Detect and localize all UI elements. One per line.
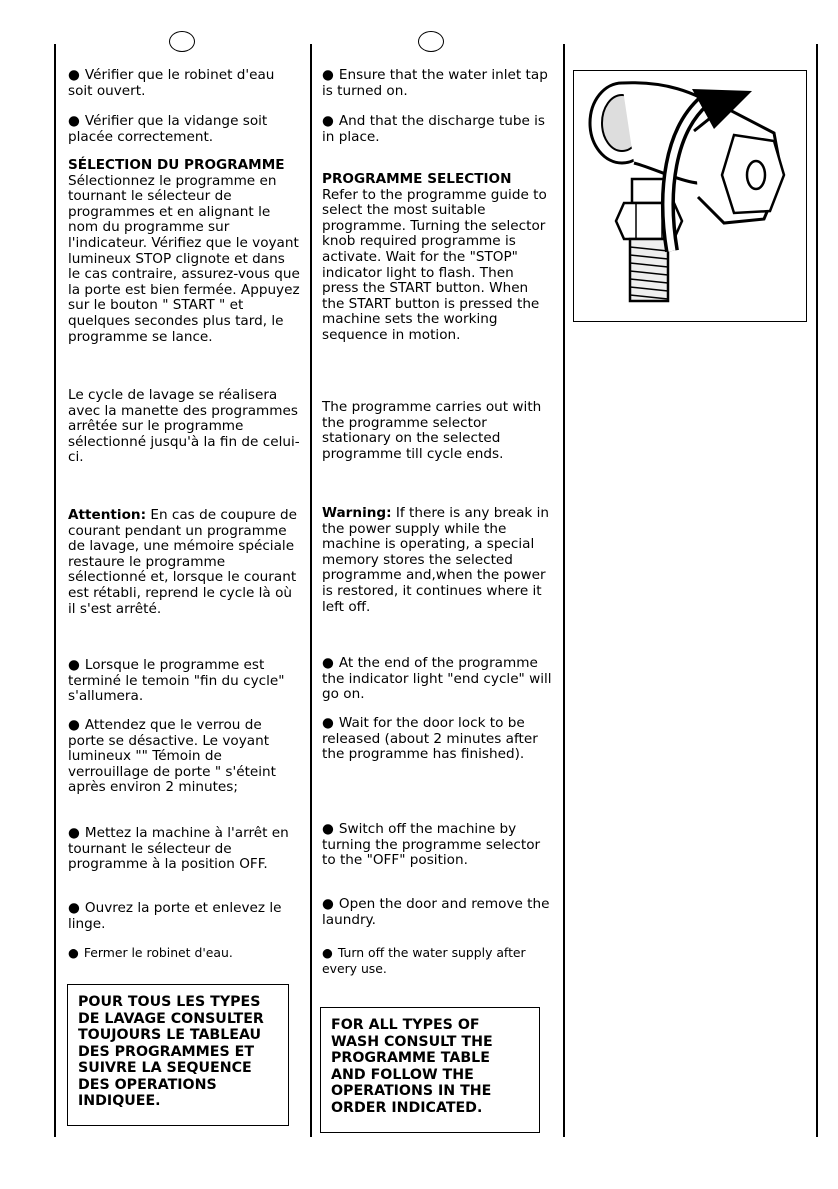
rule-right: [563, 44, 565, 1137]
en-end-cycle: ● At the end of the programme the indicator light "end cycle" will go on.: [322, 656, 554, 703]
fr-end-cycle: ● Lorsque le programme est terminé le temoin "fin du cycle" s'allumera.: [68, 658, 300, 705]
fr-switch-off: ● Mettez la machine à l'arrêt en tournant le sélecteur de programme à la position OFF.: [68, 826, 300, 873]
fr-notice-box: POUR TOUS LES TYPES DE LAVAGE CONSULTER TOUJOURS LE TABLEAU DES PROGRAMMES ET SUIVRE LA SEQUENCE DES OPERATIONS INDIQUEE.: [67, 984, 289, 1126]
en-switch-off: ● Switch off the machine by turning the programme selector to the "OFF" position.: [322, 822, 554, 869]
fr-close-tap: ● Fermer le robinet d'eau.: [68, 945, 300, 961]
en-selection-title: PROGRAMME SELECTION: [322, 171, 512, 187]
rule-mid: [310, 44, 312, 1137]
fr-selection-text: Sélectionnez le programme en tournant le sélecteur de programmes et en alignant le nom du programme sur l'indicateur. Vérifiez que le voyant lumineux STOP clignote et dans le cas contraire, assurez-vous que la porte est bien fermée. Appuyez sur le bouton " START " et quelques secondes plus tard, le programme se lance.: [68, 172, 300, 345]
tap-illustration-box: [573, 70, 807, 322]
fr-attention-label: Attention:: [68, 507, 147, 523]
rule-left: [54, 44, 56, 1137]
fr-cycle-text: Le cycle de lavage se réalisera avec la manette des programmes arrêtée sur le programme sélectionné jusqu'à la fin de celui-ci.: [68, 387, 300, 466]
en-programme-selection: [322, 172, 554, 344]
fr-programme-selection: [68, 158, 300, 345]
en-selection-text: Refer to the programme guide to select the most suitable programme. Turning the selector knob required programme is activate. Wait for the "STOP" indicator light to flash. Then press the START button. When the START button is pressed the machine sets the working sequence in motion.: [322, 186, 547, 343]
en-warning-text: If there is any break in the power supply while the machine is operating, a special memory stores the selected programme and,when the power is restored, it continues where it left off.: [322, 505, 549, 615]
en-check-drain: ● And that the discharge tube is in place.: [322, 114, 554, 145]
en-warning: [322, 506, 554, 615]
en-notice-box: FOR ALL TYPES OF WASH CONSULT THE PROGRAMME TABLE AND FOLLOW THE OPERATIONS IN THE ORDER INDICATED.: [320, 1007, 540, 1133]
en-turn-off-water: ● Turn off the water supply after every use.: [322, 945, 554, 976]
fr-selection-title: SÉLECTION DU PROGRAMME: [68, 157, 285, 173]
fr-open-door: ● Ouvrez la porte et enlevez le linge.: [68, 901, 300, 932]
en-check-tap: ● Ensure that the water inlet tap is turned on.: [322, 68, 554, 99]
en-open-door: ● Open the door and remove the laundry.: [322, 897, 554, 928]
en-door-lock: ● Wait for the door lock to be released (about 2 minutes after the programme has finished).: [322, 716, 554, 763]
en-cycle-text: The programme carries out with the programme selector stationary on the selected programme till cycle ends.: [322, 399, 542, 462]
water-tap-turn-icon: [574, 71, 805, 320]
fr-attention: [68, 508, 300, 617]
fr-attention-text: En cas de coupure de courant pendant un programme de lavage, une mémoire spéciale restaure le programme sélectionné et, lorsque le courant est rétabli, reprend le cycle là où il s'est arrêté.: [68, 507, 298, 617]
fr-door-lock: ● Attendez que le verrou de porte se désactive. Le voyant lumineux "" Témoin de verrouillage de porte " s'éteint après environ 2 minutes;: [68, 718, 300, 796]
fr-check-tap: ● Vérifier que le robinet d'eau soit ouvert.: [68, 68, 300, 99]
rule-edge: [816, 44, 818, 1137]
fr-check-drain: ● Vérifier que la vidange soit placée correctement.: [68, 114, 300, 145]
en-warning-label: Warning:: [322, 505, 392, 521]
